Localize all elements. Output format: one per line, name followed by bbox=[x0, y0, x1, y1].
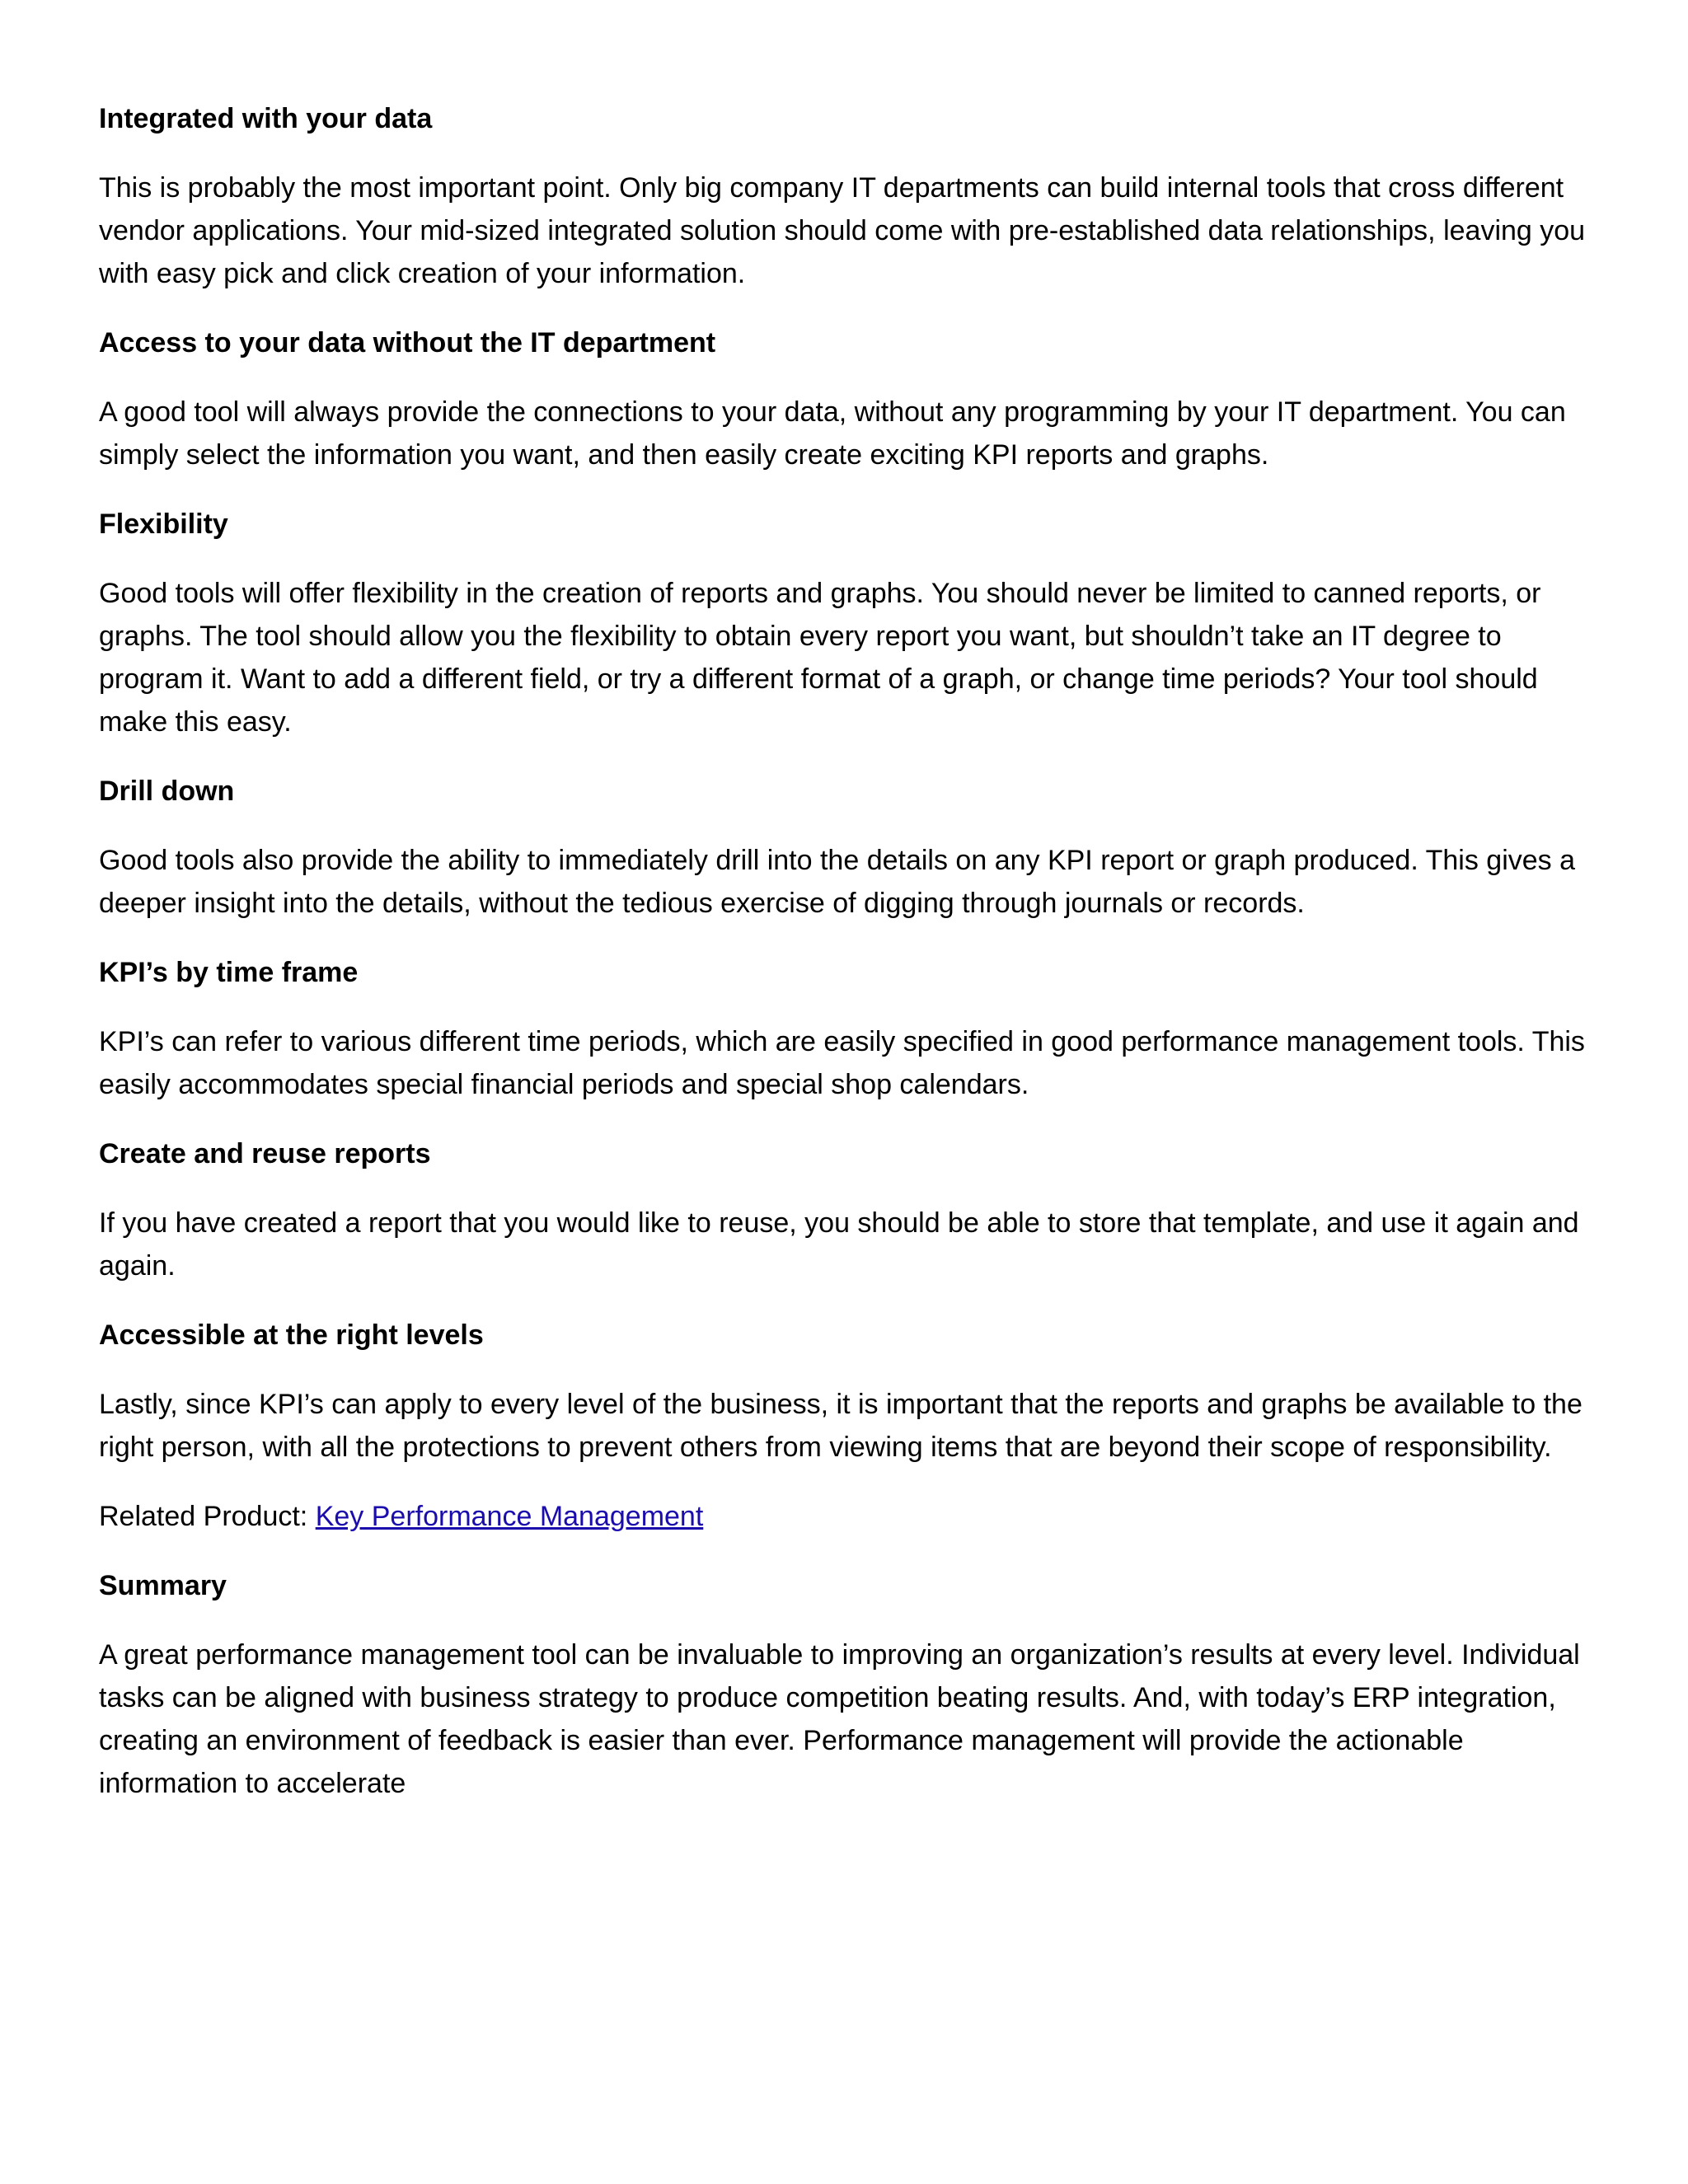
section-body-accessible-levels: Lastly, since KPI’s can apply to every level of the business, it is important that the reports and graphs be available to the right person, with all the protections to prevent others from viewing items that are beyond their scope of responsibility. bbox=[99, 1389, 1582, 1463]
section-heading-create-reuse: Create and reuse reports bbox=[99, 1138, 431, 1169]
related-product-link[interactable]: Key Performance Management bbox=[315, 1501, 704, 1532]
summary-body: A great performance management tool can be invaluable to improving an organization’s results at every level. Individual tasks can be aligned with business strategy to produce competition beating results. And, with today’s ERP integration, creating an environment of feedback is easier than ever. Performance management will provide the actionable information to accelerate bbox=[99, 1639, 1580, 1799]
section-body-kpi-time-frame: KPI’s can refer to various different time periods, which are easily specified in good performance management tools. This easily accommodates special financial periods and special shop calendars. bbox=[99, 1026, 1585, 1100]
related-product-line bbox=[99, 1495, 1607, 1538]
section-heading-flexibility: Flexibility bbox=[99, 509, 228, 540]
document-page bbox=[99, 97, 1607, 1831]
related-product-label: Related Product: bbox=[99, 1501, 316, 1532]
section-heading-accessible-levels: Accessible at the right levels bbox=[99, 1319, 484, 1351]
section-body-drill-down: Good tools also provide the ability to immediately drill into the details on any KPI report or graph produced. This gives a deeper insight into the details, without the tedious exercise of digging through journals or records. bbox=[99, 845, 1576, 919]
section-heading-access: Access to your data without the IT department bbox=[99, 327, 716, 359]
section-heading-integrated: Integrated with your data bbox=[99, 103, 433, 134]
section-body-integrated: This is probably the most important point. Only big company IT departments can build internal tools that cross different vendor applications. Your mid-sized integrated solution should come with pre-established data relationships, leaving you with easy pick and click creation of your information. bbox=[99, 172, 1586, 289]
summary-heading: Summary bbox=[99, 1570, 227, 1601]
section-body-access: A good tool will always provide the connections to your data, without any programming by your IT department. You can simply select the information you want, and then easily create exciting KPI reports and graphs. bbox=[99, 396, 1566, 471]
section-heading-kpi-time-frame: KPI’s by time frame bbox=[99, 957, 359, 988]
section-body-flexibility: Good tools will offer flexibility in the creation of reports and graphs. You should never be limited to canned reports, or graphs. The tool should allow you the flexibility to obtain every report you want, but shouldn’t take an IT degree to program it. Want to add a different field, or try a different format of a graph, or change time periods? Your tool should make this easy. bbox=[99, 578, 1541, 738]
section-body-create-reuse: If you have created a report that you would like to reuse, you should be able to store that template, and use it again and again. bbox=[99, 1207, 1579, 1282]
section-heading-drill-down: Drill down bbox=[99, 776, 235, 807]
